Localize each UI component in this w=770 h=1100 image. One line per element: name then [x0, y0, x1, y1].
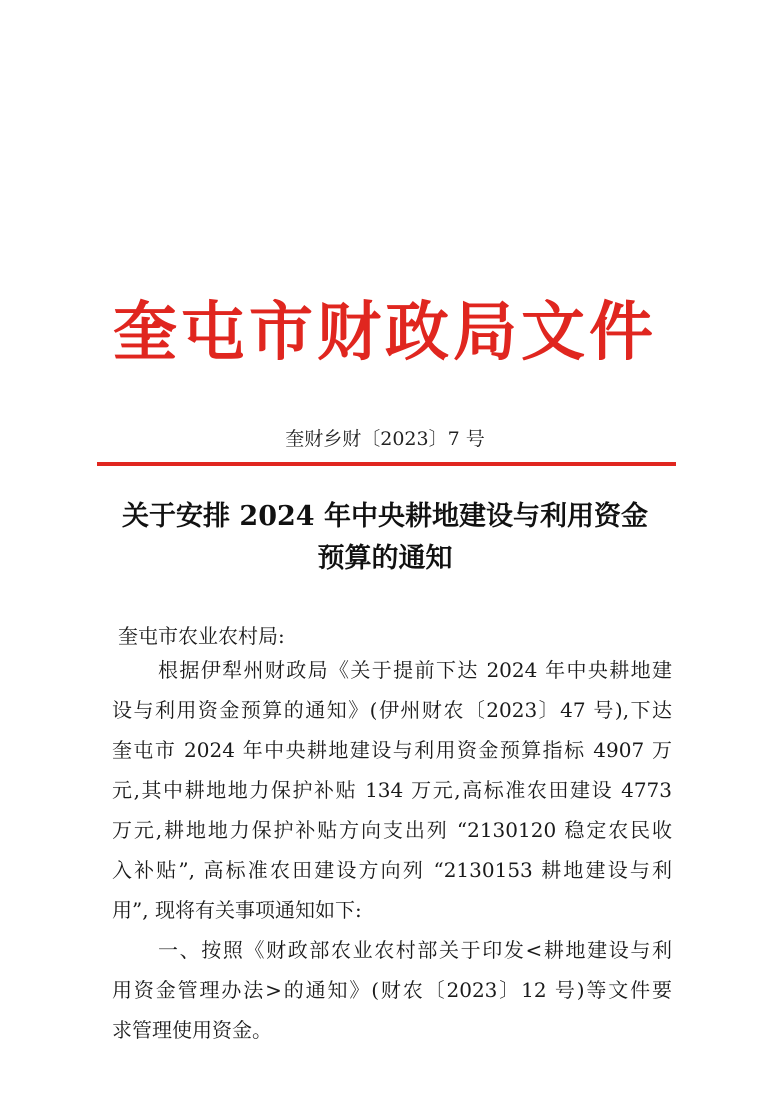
body-line: 元,其中耕地地力保护补贴 134 万元,高标准农田建设 4773: [112, 778, 672, 802]
body-line: 奎屯市 2024 年中央耕地建设与利用资金预算指标 4907 万: [112, 738, 672, 762]
body-line: 求管理使用资金。: [112, 1018, 272, 1042]
notice-title: [80, 496, 690, 580]
body-line: 入补贴”, 高标准农田建设方向列 “2130153 耕地建设与利: [112, 858, 672, 882]
body-line: 用资金管理办法>的通知》(财农〔2023〕12 号)等文件要: [112, 978, 672, 1002]
document-number: 奎财乡财〔2023〕7 号: [285, 428, 485, 450]
body-line: 万元,耕地地力保护补贴方向支出列 “2130120 稳定农民收: [112, 818, 672, 842]
addressee: 奎屯市农业农村局:: [118, 624, 285, 648]
issuer-header-title: 奎屯市财政局文件: [113, 295, 657, 370]
body-line: 一、按照《财政部农业农村部关于印发<耕地建设与利: [158, 938, 672, 962]
red-separator-rule: [97, 462, 676, 466]
body-text: [112, 650, 672, 1050]
notice-title-line-1: 关于安排 2024 年中央耕地建设与利用资金: [122, 501, 648, 532]
body-line: 用”, 现将有关事项通知如下:: [112, 898, 362, 922]
notice-title-line-2: 预算的通知: [317, 543, 453, 574]
body-line: 设与利用资金预算的通知》(伊州财农〔2023〕47 号),下达: [112, 698, 672, 722]
body-line: 根据伊犁州财政局《关于提前下达 2024 年中央耕地建: [158, 658, 672, 682]
